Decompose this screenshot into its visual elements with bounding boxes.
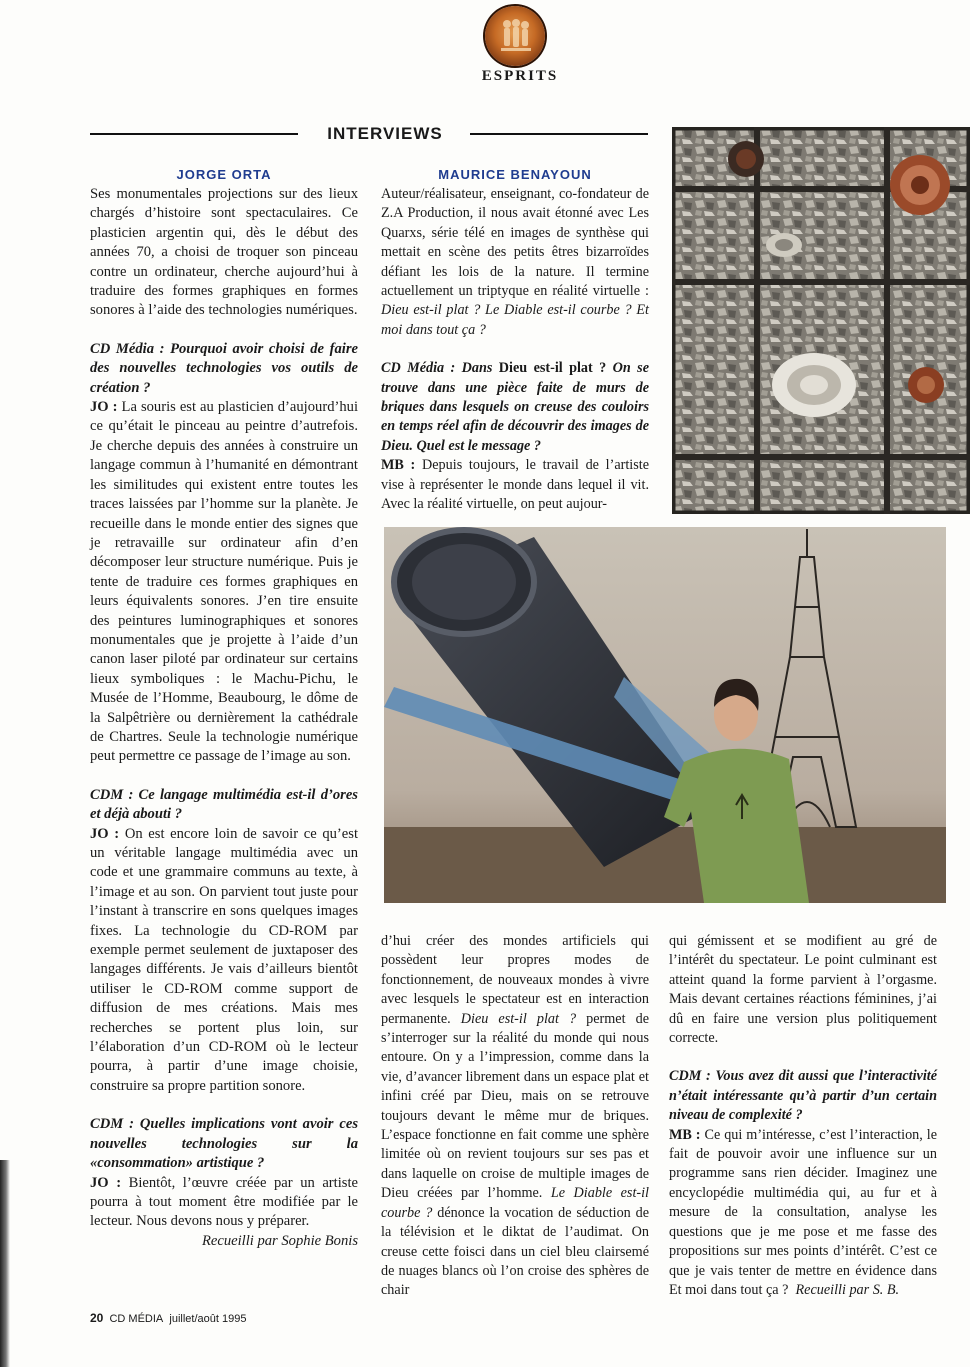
question-1-orta: CD Média : Pourquoi avoir choisi de faire des nouvelles technologies vos outils de création ? [90, 340, 358, 396]
answer-text: d’hui créer des mondes artificiels qui possèdent leur propres modes de fonctionnement, de nouveaux mondes à vivre avec lesquels le spectateur est en interaction permanente. [381, 933, 649, 1027]
question-3-orta: CDM : Quelles implications vont avoir ces nouvelles technologies sur la «consommation» artistique ? [90, 1116, 358, 1172]
signature-benayoun: Recueilli par S. B. [795, 1281, 900, 1298]
issue-date: juillet/août 1995 [169, 1313, 247, 1325]
interview-benayoun-middle [381, 932, 649, 1301]
answer-1-orta [90, 398, 358, 767]
photo-artist-eiffel-tower [384, 527, 946, 903]
answer-3-orta [90, 1174, 358, 1232]
interview-benayoun-end [669, 932, 937, 1300]
answer-1-benayoun-start [381, 456, 649, 514]
answer-2-benayoun [669, 1126, 937, 1301]
signature-orta: Recueilli par Sophie Bonis [201, 1232, 358, 1249]
answer-text: On est encore loin de savoir ce qu’est un véritable langage multimédia avec un code et une grammaire communs au texte, à l’image et au son. On parvient tout juste pour l’instant à transcrire en sons quelques images fixes. La technologie du CD-ROM par exemple permet seulement de juxtaposer des langages différents. Je vais d’ailleurs bientôt utiliser le CD-ROM comme support de diffusion de mes créations. Mais mes recherches se portent plus loin, sur l’élaboration d’un CD-ROM où le lecteur pourra, à partir d’une image choisie, construire sa propre partition sonore. [90, 825, 358, 1094]
work-title: Dieu est-il plat ? [460, 1010, 577, 1027]
work-title: Dieu est-il plat ? [498, 360, 607, 377]
question-2-benayoun: CDM : Vous avez dit aussi que l’interactivité n’était intéressante qu’à partir d’un certain niveau de complexité ? [669, 1068, 937, 1124]
answer-text: dénonce la vocation de séduction de la télévision et le diktat de l’audimat. On creuse cette foisci dans un ciel bleu clairsemé de nuages blancs où l’on croise des sphères de chair [381, 1204, 650, 1299]
interviewee-name-orta: JORGE ORTA [176, 167, 272, 182]
answer-label: JO : [90, 1174, 122, 1191]
triptych-titles: Dieu est-il plat ? Le Diable est-il courbe ? Et moi dans tout ça ? [381, 302, 649, 338]
answer-label: JO : [90, 399, 118, 416]
answer-1-benayoun-end: qui gémissent et se modifient au gré de l’intérêt du spectateur. Le point culminant est atteint quand la forme parvient à l’orgasme. Mais devant certaines réactions féminines, j’ai dû en faire une version plus politiquement correcte. [669, 933, 937, 1047]
answer-text: Depuis toujours, le travail de l’artiste vise à représenter le monde dans lequel il vit. Avec la réalité virtuelle, on peut aujour- [381, 457, 649, 513]
answer-label: MB : [669, 1126, 701, 1143]
answer-text: Bientôt, l’œuvre créée par un artiste pourra à tout moment être modifiée par le lecteur. Nous devons nous y préparer. [90, 1174, 358, 1230]
magazine-name: CD MÉDIA [109, 1313, 164, 1325]
header-rule-left [90, 133, 298, 135]
intro-benayoun [381, 185, 649, 340]
page-number: 20 [90, 1311, 104, 1325]
question-1-benayoun [381, 359, 649, 456]
intro-text: Auteur/réalisateur, enseignant, co-fondateur de Z.A Production, il nous avait étonné avec Les Quarxs, série télé en images de synthèse qui mettait en scène des petits êtres bizarroïdes défiant les lois de la nature. Il termine actuellement un triptyque en réalité virtuelle : [381, 186, 649, 300]
intro-orta: Ses monumentales projections sur des lieux chargés d’histoire sont spectaculaires. Ce plasticien argentin qui, dès le début des années 70, a choisi de troquer son pinceau contre un ordinateur, cherche aujourd’hui à traduire des formes graphiques en formes sonores à l’aide des technologies numériques. [90, 186, 358, 319]
answer-text: Ce qui m’intéresse, c’est l’interaction, le fait de pouvoir avoir une influence sur un programme sans rien décider. Imaginez une encyclopédie multimédia qui, au fur et à mesure de la consultation, analyse les questions que je me pose et me fasse des propositions sur mes points d’intérêt. C’est ce que je vais tenter de mettre en évidence dans [669, 1126, 937, 1279]
interviewee-name-benayoun: MAURICE BENAYOUN [438, 167, 592, 182]
work-title: Et moi dans tout ça ? [669, 1281, 789, 1298]
answer-text: permet de s’interroger sur la réalité du monde qui nous entoure. On y a l’impression, comme dans la vie, d’avancer librement dans un espace plat et infini créé par Dieu, mais on se retrouve toujours devant le même mur de briques. L’espace fonctionne en fait comme une sphère limitée où on revient toujours sur ses pas et dans laquelle on croise de multiple images de Dieu créées par l’homme. [381, 1010, 649, 1202]
header-rule-right [470, 133, 648, 135]
interview-benayoun-top [381, 185, 649, 515]
answer-label: JO : [90, 825, 120, 842]
question-2-orta: CDM : Ce langage multimédia est-il d’ores et déjà abouti ? [90, 786, 358, 823]
answer-1-benayoun-continued [381, 932, 649, 1301]
esprits-logo [485, 6, 545, 66]
page-title: INTERVIEWS [327, 124, 443, 143]
section-name: ESPRITS [481, 68, 559, 84]
page-footer [90, 1311, 246, 1325]
answer-label: MB : [381, 457, 416, 474]
question-text: On se trouve dans une pièce faite de murs de briques dans lesquels on creuse des couloirs en temps réel afin de découvrir des images de Dieu. Quel est le message ? [381, 360, 649, 454]
scan-edge-shadow [0, 1160, 10, 1367]
question-text: CD Média : Dans [381, 360, 493, 377]
photo-broken-tiles [672, 127, 970, 514]
answer-text: La souris est au plasticien d’aujourd’hui ce qu’était le pinceau au peintre d’autrefois. Je cherche depuis des années à construire un langage commun à l’humanité en démontrant les similitudes qui existent entre toutes les traces laissées par l’homme sur la planète. Je recueille dans le monde entier des signes que je retravaille sur ordinateur afin d’en décomposer leur structure numérique. Puis je tente de traduire ces formes graphiques en leurs équivalents sonores. J’en tire ensuite des peintures luminographiques et sonores monumentales que je projette à l’aide d’un canon laser piloté par ordinateur sur certains lieux symboliques : le Machu-Pichu, le Musée de l’Homme, Beaubourg, le dôme de la Salpêtrière ou dernièrement la cathédrale de Chartres. Seule la technologie numérique peut permettre ce passage de l’image au son. [90, 399, 358, 765]
interview-orta [90, 185, 358, 1251]
answer-2-orta [90, 825, 358, 1097]
work-title: Le Diable est-il courbe ? [381, 1185, 650, 1221]
